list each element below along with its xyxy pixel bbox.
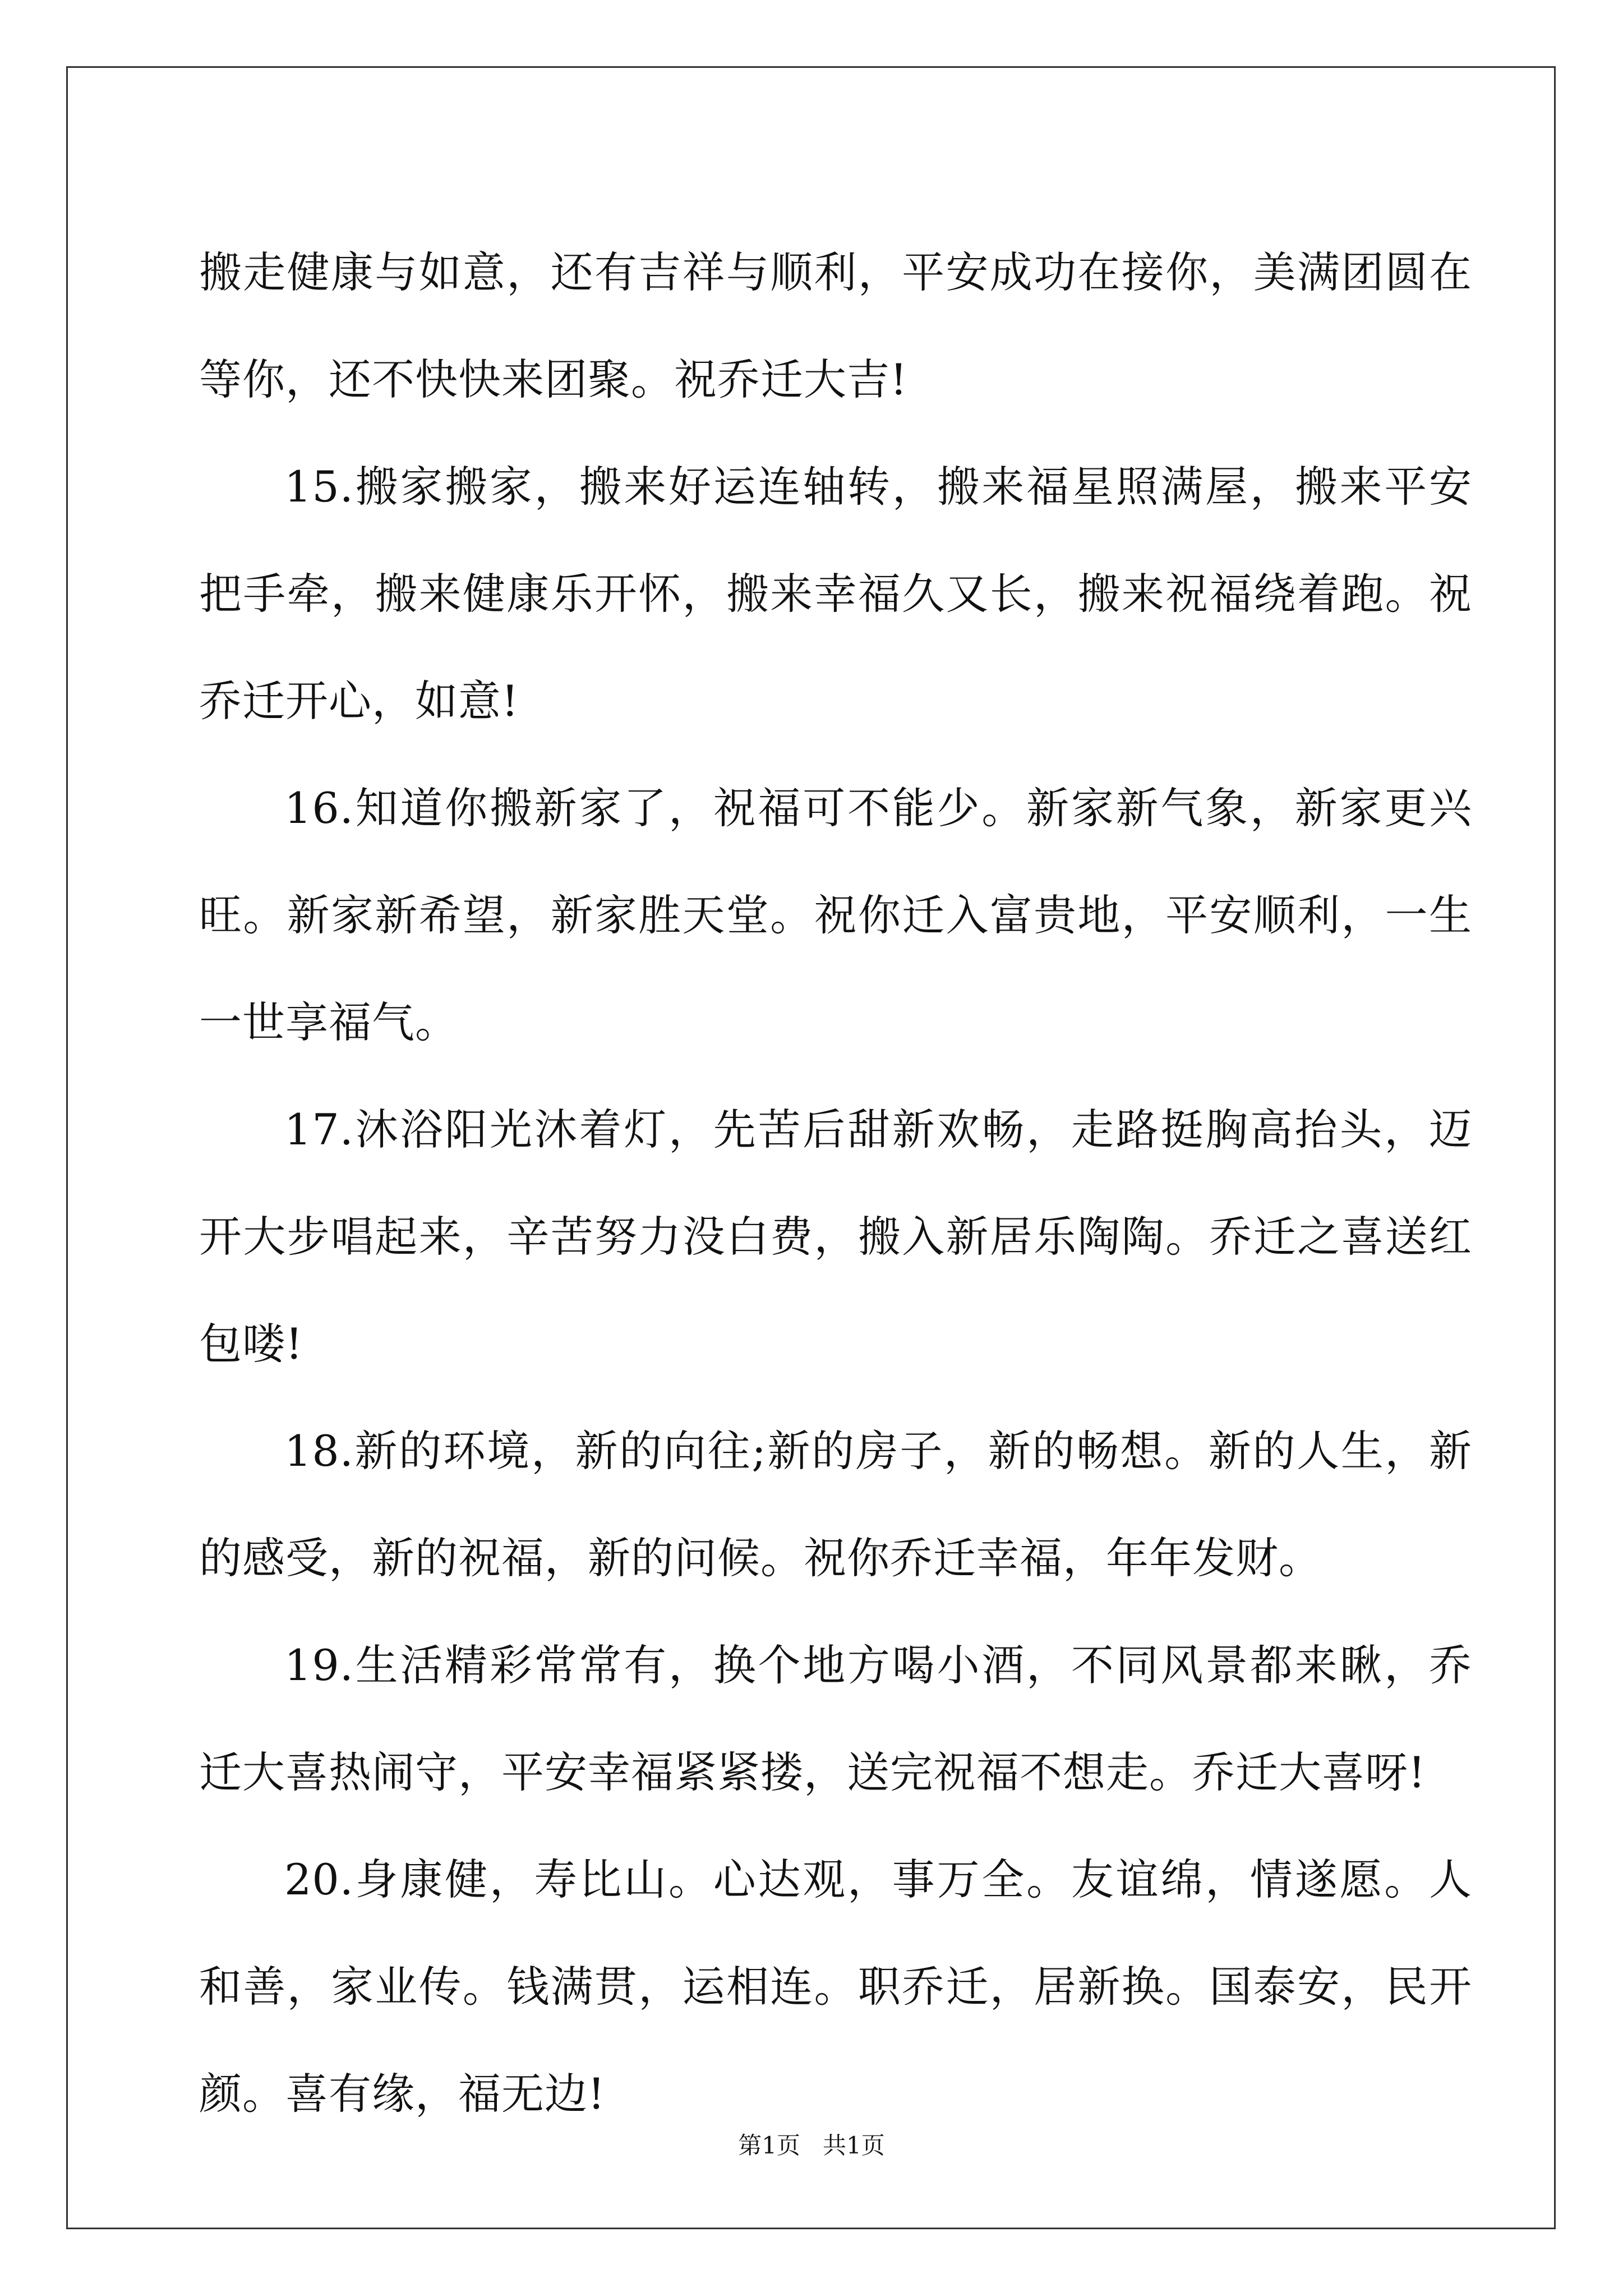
paragraph: 18.新的环境，新的向往;新的房子，新的畅想。新的人生，新的感受，新的祝福，新的问候。祝你乔迁幸福，年年发财。 bbox=[199, 1426, 1472, 1583]
paragraph: 20.身康健，寿比山。心达观，事万全。友谊绵，情遂愿。人和善，家业传。钱满贯，运相连。职乔迁，居新换。国泰安，民开颜。喜有缘，福无边! bbox=[199, 1855, 1472, 2119]
paragraph: 17.沐浴阳光沐着灯，先苦后甜新欢畅，走路挺胸高抬头，迈开大步唱起来，辛苦努力没白费，搬入新居乐陶陶。乔迁之喜送红包喽! bbox=[199, 1105, 1472, 1369]
paragraph: 16.知道你搬新家了，祝福可不能少。新家新气象，新家更兴旺。新家新希望，新家胜天堂。祝你迁入富贵地，平安顺利，一生一世享福气。 bbox=[199, 783, 1472, 1047]
page-footer bbox=[0, 2129, 1623, 2162]
paragraph: 19.生活精彩常常有，换个地方喝小酒，不同风景都来瞅，乔迁大喜热闹守，平安幸福紧紧搂，送完祝福不想走。乔迁大喜呀! bbox=[199, 1640, 1472, 1797]
document-body bbox=[199, 219, 1472, 2147]
paragraph: 15.搬家搬家，搬来好运连轴转，搬来福星照满屋，搬来平安把手牵，搬来健康乐开怀，搬来幸福久又长，搬来祝福绕着跑。祝乔迁开心，如意! bbox=[199, 462, 1472, 726]
paragraph: 搬走健康与如意，还有吉祥与顺利，平安成功在接你，美满团圆在等你，还不快快来团聚。祝乔迁大吉! bbox=[199, 247, 1472, 404]
page-number: 第1页 共1页 bbox=[738, 2132, 885, 2159]
